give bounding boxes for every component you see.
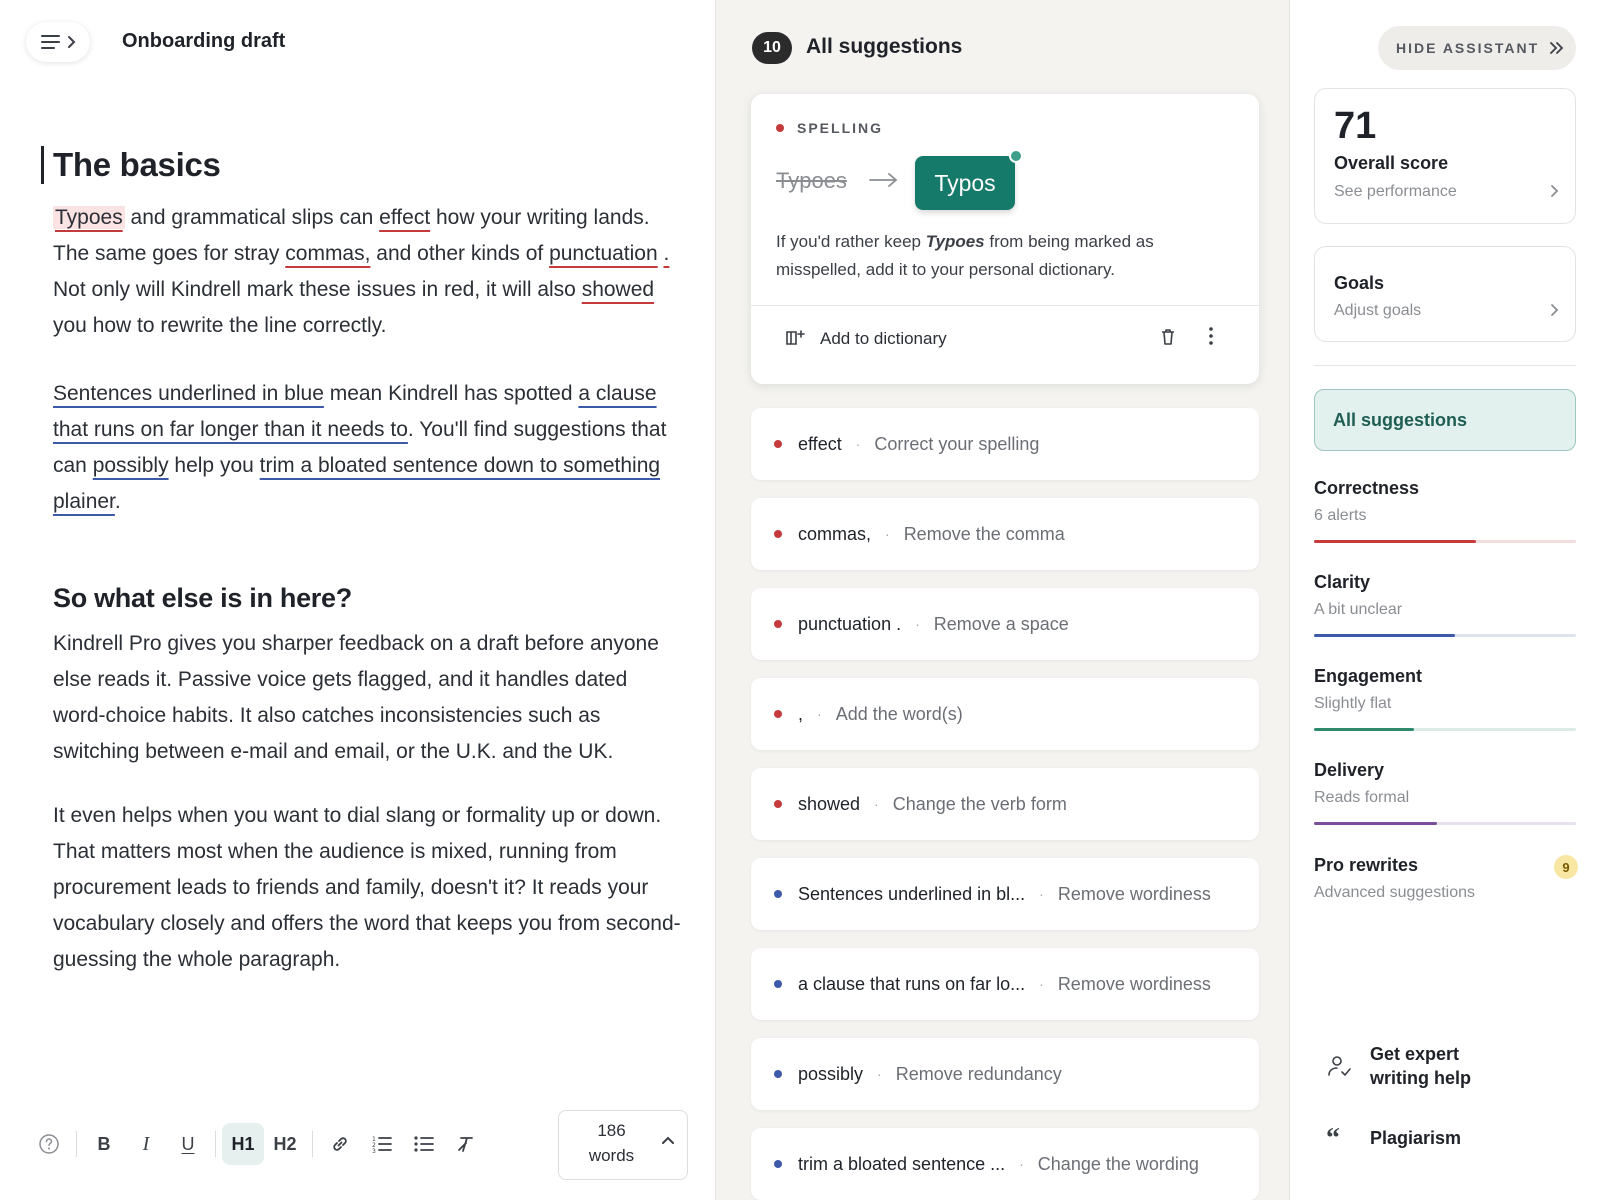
suggestion-action: Remove wordiness (1057, 883, 1211, 904)
h1-button[interactable]: H1 (222, 1123, 264, 1165)
svg-text:1: 1 (372, 1136, 376, 1143)
help-circle-icon (38, 1133, 60, 1155)
suggestion-card[interactable] (751, 498, 1259, 570)
separator-dot: · (877, 1066, 882, 1082)
word-count-box[interactable] (558, 1110, 688, 1180)
hide-assistant-button[interactable] (1378, 26, 1576, 70)
category-name: Clarity (1314, 572, 1371, 592)
underline-button[interactable]: U (181, 1133, 195, 1154)
flag-sentences-underlined[interactable]: Sentences underlined in blue (53, 382, 324, 405)
trash-icon[interactable] (1159, 327, 1177, 347)
text-run: help you (168, 454, 260, 477)
separator-dot: · (817, 706, 822, 722)
adjust-goals-link[interactable]: Adjust goals (1334, 302, 1422, 319)
bullet-list-button[interactable] (403, 1123, 445, 1165)
suggestion-card[interactable] (751, 1128, 1259, 1200)
hide-assistant-label: HIDE ASSISTANT (1396, 40, 1540, 56)
flag-possibly[interactable]: possibly (92, 454, 169, 477)
text-cursor (41, 146, 44, 184)
category-delivery[interactable] (1314, 760, 1576, 807)
all-suggestions-filter[interactable]: All suggestions (1314, 389, 1576, 451)
category-engagement[interactable] (1314, 666, 1576, 713)
person-check-icon (1326, 1053, 1352, 1079)
svg-text:2: 2 (372, 1142, 376, 1149)
toolbar-divider (76, 1131, 77, 1157)
flag-trim-sentence[interactable]: trim a bloated sentence down to something plainer (53, 454, 661, 513)
separator-dot: · (885, 526, 890, 542)
link-icon (330, 1134, 350, 1154)
clear-format-button[interactable] (445, 1123, 487, 1165)
suggestion-action: Change the wording (1037, 1153, 1199, 1174)
assistant-pane (1290, 0, 1600, 1200)
overall-score-card[interactable] (1314, 88, 1576, 224)
suggestion-action: Remove redundancy (895, 1063, 1062, 1084)
suggestion-action: Add the word(s) (835, 703, 963, 724)
correctness-dot (774, 530, 782, 538)
bold-button[interactable]: B (97, 1133, 111, 1154)
category-clarity[interactable] (1314, 572, 1576, 619)
category-bar (1314, 728, 1576, 731)
suggestion-word: trim a bloated sentence ... (798, 1153, 1006, 1174)
document-menu-button[interactable] (26, 22, 90, 62)
category-status: Slightly flat (1314, 695, 1392, 712)
pro-rewrites[interactable] (1314, 855, 1576, 902)
paragraph-4[interactable]: It even helps when you want to dial slang or formality up or down. That matters most when the audience is mixed, running from procurement leads to friends and family, doesn't it? It reads your vocabulary closely and offers the word that keeps you from second-guessing the whole paragraph. (53, 804, 681, 971)
expert-help-link[interactable] (1326, 1042, 1490, 1090)
text-run: how your writing lands. The same goes for stray (53, 206, 650, 265)
flag-commas[interactable]: commas, (285, 242, 371, 265)
clear-format-icon (456, 1134, 476, 1154)
category-bar-fill (1314, 728, 1414, 731)
card-divider (751, 305, 1259, 306)
suggestion-card[interactable] (751, 1038, 1259, 1110)
chevron-right-icon (66, 35, 76, 49)
category-bar (1314, 634, 1576, 637)
add-to-dictionary-button[interactable]: Add to dictionary (820, 329, 947, 348)
correctness-dot (774, 620, 782, 628)
paragraph-2[interactable] (53, 376, 683, 520)
toolbar-divider (312, 1131, 313, 1157)
bullet-list-icon (413, 1134, 435, 1154)
suggestion-word: possibly (798, 1063, 864, 1084)
goals-card[interactable] (1314, 246, 1576, 342)
link-button[interactable] (319, 1123, 361, 1165)
double-chevron-right-icon (1549, 41, 1565, 55)
suggestion-action: Correct your spelling (874, 433, 1040, 454)
numbered-list-icon (371, 1134, 393, 1154)
separator-dot: · (1019, 1156, 1024, 1172)
flag-period[interactable]: . (663, 242, 670, 265)
suggestion-card[interactable] (751, 858, 1259, 930)
category-status: A bit unclear (1314, 601, 1403, 618)
document-title[interactable]: Onboarding draft (122, 30, 286, 52)
overall-score-label: Overall score (1334, 153, 1449, 173)
clarity-dot (774, 890, 782, 898)
heading-what-else[interactable]: So what else is in here? (53, 583, 352, 613)
text-run: Not only will Kindrell mark these issues in red, it will also (53, 278, 582, 301)
text-run: and other kinds of (370, 242, 550, 265)
plagiarism-label: Plagiarism (1370, 1128, 1462, 1148)
flag-punctuation[interactable]: punctuation (549, 242, 658, 265)
editor-pane (0, 0, 715, 1200)
original-word: Typoes (776, 168, 847, 193)
suggestion-description (776, 228, 1236, 284)
suggestion-action: Remove wordiness (1057, 973, 1211, 994)
text-run: and grammatical slips can (124, 206, 380, 229)
clarity-dot (774, 980, 782, 988)
suggestion-card[interactable] (751, 678, 1259, 750)
see-performance-link[interactable]: See performance (1334, 183, 1457, 200)
overall-score: 71 (1334, 105, 1377, 147)
word-count: 186 (597, 1121, 626, 1140)
accept-suggestion-button[interactable]: Typos (915, 156, 1015, 210)
flag-showed[interactable]: showed (581, 278, 655, 301)
suggestion-card[interactable] (751, 588, 1259, 660)
flag-effect[interactable]: effect (379, 206, 431, 229)
category-bar-fill (1314, 634, 1455, 637)
plagiarism-link[interactable] (1326, 1122, 1462, 1154)
more-vertical-icon[interactable] (1208, 325, 1214, 347)
category-bar-fill (1314, 822, 1437, 825)
chevron-up-icon[interactable] (661, 1135, 675, 1145)
paragraph-3[interactable]: Kindrell Pro gives you sharper feedback on a draft before anyone else reads it. Passive voice gets flagged, and it handles dated word-choice habits. It also catches inconsistencies such as switching between e-mail and email, or the U.K. and the UK. (53, 632, 659, 763)
flag-a-clause[interactable]: a clause that runs on far longer than it needs to (53, 382, 657, 441)
suggestion-category: SPELLING (797, 120, 884, 136)
suggestion-action: Change the verb form (892, 793, 1067, 814)
category-status: 6 alerts (1314, 507, 1367, 524)
numbered-list-button[interactable] (361, 1123, 403, 1165)
arrow-right-icon (869, 172, 899, 188)
expert-help-label: Get expert writing help (1370, 1044, 1471, 1088)
expanded-suggestion-card[interactable] (751, 94, 1259, 384)
suggestion-word: effect (798, 433, 842, 454)
suggestion-word: punctuation . (798, 613, 902, 634)
svg-text:3: 3 (372, 1148, 376, 1154)
correctness-dot (774, 710, 782, 718)
document-body[interactable] (53, 140, 683, 978)
correctness-dot (774, 440, 782, 448)
suggestion-action: Remove the comma (903, 523, 1065, 544)
status-dot (1009, 149, 1023, 163)
toolbar-divider (215, 1131, 216, 1157)
text-run: . You'll find suggestions that can (53, 418, 667, 477)
category-correctness[interactable] (1314, 478, 1576, 525)
chevron-right-icon (1549, 183, 1559, 199)
heading-basics[interactable]: The basics (53, 146, 221, 183)
clarity-dot (774, 1160, 782, 1168)
category-name: Engagement (1314, 666, 1423, 686)
suggestion-word: showed (798, 793, 861, 814)
suggestion-word: a clause that runs on far lo... (798, 973, 1026, 994)
desc-text: If you'd rather keep (776, 232, 926, 251)
pro-rewrites-sub: Advanced suggestions (1314, 884, 1475, 901)
suggestions-pane (715, 0, 1290, 1200)
suggestion-count-badge: 10 (752, 32, 792, 64)
separator-dot: · (1039, 976, 1044, 992)
pro-rewrites-name: Pro rewrites (1314, 855, 1419, 875)
category-name: Delivery (1314, 760, 1385, 780)
italic-button[interactable]: I (142, 1132, 150, 1155)
suggestion-action: Remove a space (933, 613, 1069, 634)
separator-dot: · (874, 796, 879, 812)
separator-dot: · (855, 436, 861, 452)
text-run: mean Kindrell has spotted (323, 382, 579, 405)
category-bar (1314, 822, 1576, 825)
chevron-right-icon (1549, 302, 1559, 318)
separator-dot: · (1039, 886, 1044, 902)
suggestions-title: All suggestions (806, 35, 963, 58)
suggestion-card[interactable] (751, 948, 1259, 1020)
goals-label: Goals (1334, 273, 1385, 293)
help-button[interactable] (28, 1123, 70, 1165)
word-count-label: words (588, 1146, 635, 1165)
suggestion-word: commas, (798, 523, 872, 544)
text-run: . (114, 490, 121, 513)
format-toolbar (28, 1118, 487, 1170)
section-divider (1314, 365, 1576, 366)
correctness-dot (774, 800, 782, 808)
category-bar (1314, 540, 1576, 543)
clarity-dot (774, 1070, 782, 1078)
h2-button[interactable]: H2 (273, 1133, 297, 1154)
suggestion-word: Sentences underlined in bl... (798, 883, 1026, 904)
paragraph-1[interactable] (53, 200, 683, 344)
suggestion-card[interactable] (751, 768, 1259, 840)
suggestion-card[interactable] (751, 408, 1259, 480)
pro-rewrites-count: 9 (1554, 855, 1578, 879)
desc-text: from being marked as misspelled, add it to your personal dictionary. (776, 232, 1154, 279)
suggestion-word: , (798, 703, 804, 724)
category-bar-fill (1314, 540, 1476, 543)
separator-dot: · (915, 616, 920, 632)
correctness-dot (776, 124, 784, 132)
add-to-dictionary-icon[interactable] (784, 328, 806, 348)
category-status: Reads formal (1314, 789, 1410, 806)
menu-icon (40, 33, 62, 51)
text-run: you how to rewrite the line correctly. (53, 314, 387, 337)
desc-word: Typoes (925, 232, 985, 251)
flag-typoes[interactable]: Typoes (55, 206, 123, 229)
quote-icon: “ (1326, 1122, 1340, 1154)
category-name: Correctness (1314, 478, 1420, 498)
